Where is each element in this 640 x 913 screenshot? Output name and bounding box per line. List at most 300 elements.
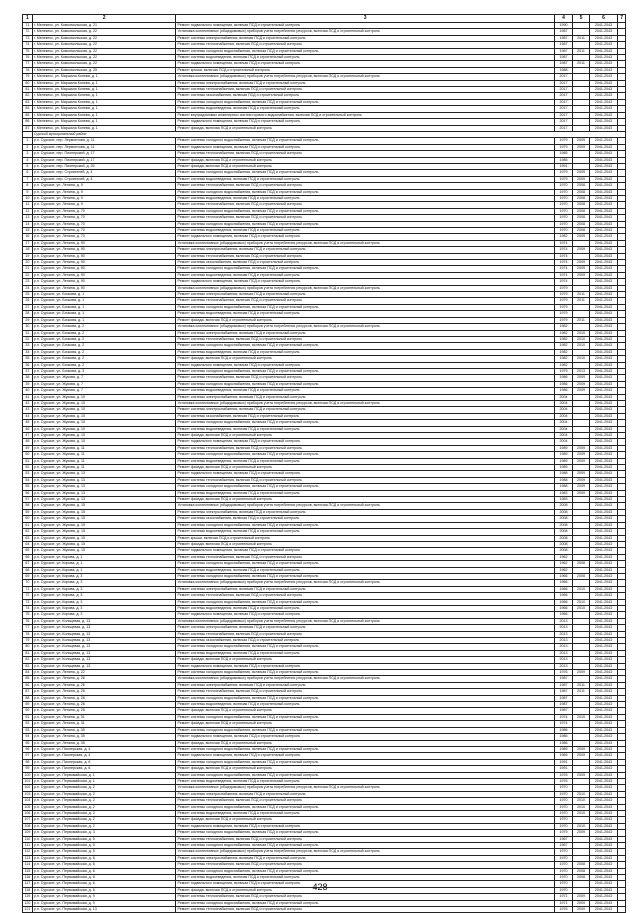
row-number-cell: 55	[23, 484, 33, 490]
year-built-cell: 2008	[554, 529, 573, 535]
address-cell: р.п. Сурское, ул. Бочкова, д. 2	[32, 324, 176, 330]
work-type-cell: Ремонт подвального помещения, включая ПСД и строительный контроль	[176, 753, 554, 759]
row-number-cell: 22	[23, 272, 33, 278]
address-cell: р.п. Сурское, ул. Кольцевая, д. 13	[32, 625, 176, 631]
year-built-cell: 1970	[554, 804, 573, 810]
address-cell: р.п. Сурское, ул. Первомайская, д. 2	[32, 817, 176, 823]
planned-period-cell: 2041-2043	[589, 862, 618, 868]
year-built-cell: 1991	[554, 163, 573, 169]
year-built-cell: 1971	[554, 894, 573, 900]
work-type-cell: Ремонт системы водоотведения, включая ПСД и строительный контроль	[176, 567, 554, 573]
address-cell: р.п. Сурское, ул. Кольцевая, д. 13	[32, 644, 176, 650]
last-repair-cell: 2010	[573, 791, 589, 797]
address-cell: р.п. Сурское, ул. Первомайская, д. 2	[32, 798, 176, 804]
last-repair-cell: 2009	[573, 388, 589, 394]
address-cell: р.п. Сурское, ул. Кирова, д. 3	[32, 586, 176, 592]
planned-period-cell: 2041-2043	[589, 612, 618, 618]
document-sheet	[22, 14, 626, 913]
address-cell: р.п. Сурское, ул. Пионерская, д. 4	[32, 753, 176, 759]
work-type-cell: Ремонт системы холодного водоснабжения, включая ПСД и строительный контроль	[176, 189, 554, 195]
work-type-cell: Ремонт системы газоснабжения, включая ПСД и строительный контроль	[176, 413, 554, 419]
row-number-cell: 110	[23, 836, 33, 842]
column-header: 7	[618, 15, 626, 23]
address-cell: р.п. Сурское, ул. Бочкова, д. 1	[32, 311, 176, 317]
year-built-cell: 1967	[554, 836, 573, 842]
year-built-cell: 1983	[554, 490, 573, 496]
planned-period-cell: 2041-2043	[589, 734, 618, 740]
row-number-cell: 14	[23, 221, 33, 227]
address-cell: р.п. Сурское, ул. Первомайская, д. 2	[32, 804, 176, 810]
row-number-cell: 26	[23, 298, 33, 304]
address-cell: р.п. Сурское, ул. Бочкова, д. 1	[32, 298, 176, 304]
last-repair-cell: 2011	[573, 689, 589, 695]
year-built-cell: 1966	[554, 593, 573, 599]
address-cell: г. Мелекесс, ул. Маршала Конева, д. 1	[32, 74, 176, 80]
row-number-cell: 12	[23, 208, 33, 214]
address-cell: р.п. Сурское, ул. Кирова, д. 3	[32, 605, 176, 611]
work-type-cell: Ремонт системы водоотведения, включая ПСД и строительный контроль	[176, 426, 554, 432]
work-type-cell: Ремонт системы холодного водоснабжения, включая ПСД и строительный контроль	[176, 644, 554, 650]
address-cell: р.п. Сурское, ул. Кольцевая, д. 13	[32, 650, 176, 656]
table-row	[23, 907, 626, 913]
row-number-cell: 24	[23, 285, 33, 291]
address-cell: р.п. Сурское, пер. Строителей, д. 4	[32, 176, 176, 182]
row-number-cell: 63	[23, 535, 33, 541]
row-number-cell: 2	[23, 144, 33, 150]
year-built-cell: 1979	[554, 292, 573, 298]
year-built-cell: 1966	[554, 612, 573, 618]
work-type-cell: Ремонт фасада, включая ПСД и строительный контроль	[176, 157, 554, 163]
row-number-cell: 39	[23, 381, 33, 387]
row-number-cell: 83	[23, 663, 33, 669]
year-built-cell: 1987	[554, 689, 573, 695]
row-number-cell: 32	[23, 336, 33, 342]
work-type-cell: Ремонт подвального помещения, включая ПСД и строительный контроль	[176, 234, 554, 240]
row-number-cell: 8	[23, 183, 33, 189]
work-type-cell: Ремонт системы холодного водоснабжения, включая ПСД и строительный контроль	[176, 772, 554, 778]
address-cell: р.п. Сурское, ул. Первомайская, д. 1	[32, 772, 176, 778]
address-cell: р.п. Сурское, ул. Кирова, д. 1	[32, 561, 176, 567]
work-type-cell: Ремонт системы холодного водоснабжения, включая ПСД и строительный контроль	[176, 868, 554, 874]
address-cell: р.п. Сурское, ул. Жукова, д. 10	[32, 433, 176, 439]
planned-period-cell: 2041-2043	[589, 445, 618, 451]
address-cell: г. Мелекесс, ул. Комсомольская, д. 22	[32, 48, 176, 54]
row-number-cell: 16	[23, 234, 33, 240]
planned-period-cell: 2041-2043	[589, 144, 618, 150]
work-type-cell: Ремонт системы теплоснабжения, включая ПСД и строительный контроль	[176, 689, 554, 695]
address-cell: р.п. Сурское, ул. Кольцевая, д. 13	[32, 618, 176, 624]
year-built-cell: 1966	[554, 599, 573, 605]
year-built-cell: 2013	[554, 663, 573, 669]
work-type-cell: Ремонт системы теплоснабжения, включая ПСД и строительный контроль	[176, 907, 554, 913]
last-repair-cell: 2009	[573, 260, 589, 266]
year-built-cell: 2013	[554, 650, 573, 656]
year-built-cell: 1988	[554, 471, 573, 477]
work-type-cell: Ремонт системы водоотведения, включая ПСД и строительный контроль	[176, 176, 554, 182]
last-repair-cell: 2008	[573, 561, 589, 567]
last-repair-cell: 2008	[573, 215, 589, 221]
work-type-cell: Ремонт системы водоотведения, включая ПСД и строительный контроль	[176, 650, 554, 656]
planned-period-cell: 2041-2043	[589, 817, 618, 823]
row-number-cell: 91	[23, 714, 33, 720]
work-type-cell: Ремонт системы холодного водоснабжения, включая ПСД и строительный контроль	[176, 343, 554, 349]
work-type-cell: Ремонт системы газоснабжения, включая ПСД и строительный контроль	[176, 638, 554, 644]
year-built-cell: 1989	[554, 458, 573, 464]
work-type-cell: Установка коллективных (общедомовых) приборов учета потребления ресурсов, включая ПСД и строительный контроль	[176, 849, 554, 855]
last-repair-cell: 2009	[573, 266, 589, 272]
planned-period-cell: 2041-2043	[589, 580, 618, 586]
work-type-cell: Ремонт системы холодного водоснабжения, включая ПСД и строительный контроль	[176, 599, 554, 605]
year-built-cell: 1983	[554, 497, 573, 503]
year-built-cell: 1987	[554, 708, 573, 714]
row-number-cell: 73	[23, 35, 33, 41]
row-number-cell: 11	[23, 202, 33, 208]
row-number-cell: 20	[23, 260, 33, 266]
row-number-cell: 102	[24, 785, 31, 790]
year-built-cell: 1974	[554, 266, 573, 272]
table-header-row	[23, 15, 626, 23]
work-type-cell: Ремонт подвального помещения, включая ПСД и строительный контроль	[176, 61, 554, 67]
year-built-cell: 2004	[554, 394, 573, 400]
address-cell: г. Мелекесс, ул. Комсомольская, д. 25	[32, 67, 176, 73]
year-built-cell: 1970	[554, 228, 573, 234]
year-built-cell: 1988	[554, 67, 573, 73]
year-built-cell: 1970	[554, 202, 573, 208]
row-number-cell: 17	[23, 240, 33, 246]
address-cell: р.п. Сурское, ул. Первомайская, д. 2	[32, 810, 176, 816]
planned-period-cell: 2041-2043	[589, 849, 618, 855]
work-type-cell: Ремонт системы водоотведения, включая ПСД и строительный контроль	[176, 106, 554, 112]
row-number-cell: 48	[23, 439, 33, 445]
work-type-cell: Ремонт системы холодного водоснабжения, включая ПСД и строительный контроль	[176, 304, 554, 310]
year-built-cell: 1970	[554, 887, 573, 893]
address-cell: р.п. Сурское, ул. Первомайская, д. 6	[32, 868, 176, 874]
planned-period-cell: 2041-2043	[589, 573, 618, 579]
address-cell: р.п. Сурское, ул. Ленина, д. 90	[32, 240, 176, 246]
work-type-cell: Ремонт подвального помещения, включая ПСД и строительный контроль	[176, 823, 554, 829]
year-built-cell: 2017	[554, 99, 573, 105]
address-cell: г. Мелекесс, ул. Маршала Конева, д. 1	[32, 119, 176, 125]
year-built-cell: 2004	[554, 426, 573, 432]
address-cell: р.п. Сурское, ул. Ленина, д. 90	[32, 260, 176, 266]
row-number-cell: 13	[23, 215, 33, 221]
row-number-cell: 72	[23, 593, 33, 599]
row-number-cell: 85	[23, 112, 33, 118]
work-type-cell: Ремонт подвального помещения, включая ПСД и строительный контроль	[176, 471, 554, 477]
address-cell: р.п. Сурское, ул. Ленина, д. 26	[32, 708, 176, 714]
year-built-cell: 1974	[554, 721, 573, 727]
row-number-cell: 69	[23, 573, 33, 579]
work-type-cell: Ремонт фасада, включая ПСД и строительный контроль	[176, 356, 554, 362]
row-number-cell: 82	[23, 93, 33, 99]
year-built-cell: 1987	[554, 676, 573, 682]
planned-period-cell: 2041-2043	[589, 836, 618, 842]
year-built-cell: 1970	[554, 791, 573, 797]
work-type-cell: Ремонт подвального помещения, включая ПСД и строительный контроль	[176, 362, 554, 368]
year-built-cell: 1989	[554, 445, 573, 451]
planned-period-cell: 2041-2043	[589, 381, 618, 387]
year-built-cell: 1974	[554, 260, 573, 266]
work-type-cell: Ремонт крыши, включая ПСД и строительный контроль	[176, 67, 554, 73]
address-cell: р.п. Сурское, ул. Ленина, д. 9	[32, 183, 176, 189]
planned-period-cell: 2041-2043	[589, 99, 618, 105]
year-built-cell: 1982	[554, 330, 573, 336]
address-cell: р.п. Сурское, ул. Первомайская, д. 9	[32, 894, 176, 900]
address-cell: р.п. Сурское, пер. Пионерский, д. 17	[32, 157, 176, 163]
work-type-cell: Установка коллективных (общедомовых) приборов учета потребления ресурсов, включая ПСД и строительный контроль	[176, 285, 554, 291]
last-repair-cell: 2010	[573, 336, 589, 342]
work-type-cell: Ремонт системы холодного водоснабжения, включая ПСД и строительный контроль	[176, 99, 554, 105]
planned-period-cell: 2041-2043	[589, 516, 618, 522]
work-type-cell: Ремонт системы электроснабжения, включая ПСД и строительный контроль	[176, 35, 554, 41]
planned-period-cell: 2041-2043	[589, 778, 618, 784]
row-number-cell: 36	[23, 362, 33, 368]
row-number-cell: 27	[23, 304, 33, 310]
address-cell: г. Мелекесс, ул. Маршала Конева, д. 1	[32, 106, 176, 112]
planned-period-cell: 2041-2043	[589, 772, 618, 778]
year-built-cell: 1987	[554, 48, 573, 54]
work-type-cell: Ремонт системы теплоснабжения, включая ПСД и строительный контроль	[176, 215, 554, 221]
row-number-cell: 34	[23, 349, 33, 355]
last-repair-cell: 2009	[573, 452, 589, 458]
planned-period-cell: 2041-2043	[589, 586, 618, 592]
row-number-cell: 37	[23, 368, 33, 374]
planned-period-cell: 2041-2043	[589, 689, 618, 695]
planned-period-cell: 2041-2043	[589, 221, 618, 227]
work-type-cell: Ремонт системы теплоснабжения, включая ПСД и строительный контроль	[176, 593, 554, 599]
row-number-cell: 1	[23, 138, 33, 144]
work-type-cell: Установка коллективных (общедомовых) приборов учета потребления ресурсов, включая ПСД и строительный контроль	[176, 618, 554, 624]
last-repair-cell: 2008	[573, 875, 589, 881]
planned-period-cell: 2041-2043	[589, 247, 618, 253]
row-number-cell: 59	[23, 509, 33, 515]
last-repair-cell: 2011	[573, 48, 589, 54]
work-type-cell: Ремонт подвального помещения, включая ПСД и строительный контроль	[176, 279, 554, 285]
work-type-cell: Ремонт системы теплоснабжения, включая ПСД и строительный контроль	[176, 631, 554, 637]
year-built-cell: 1971	[554, 900, 573, 906]
planned-period-cell: 2041-2043	[589, 657, 618, 663]
work-type-cell: Ремонт системы водоотведения, включая ПСД и строительный контроль	[176, 349, 554, 355]
row-number-cell: 79	[23, 638, 33, 644]
planned-period-cell: 2041-2043	[589, 439, 618, 445]
column-header: 4	[554, 15, 573, 23]
year-built-cell: 1986	[554, 375, 573, 381]
work-type-cell: Ремонт системы водоотведения, включая ПСД и строительный контроль	[176, 195, 554, 201]
address-cell: р.п. Сурское, ул. Жукова, д. 11	[32, 465, 176, 471]
planned-period-cell: 2041-2043	[589, 394, 618, 400]
year-built-cell: 2013	[554, 657, 573, 663]
address-cell: р.п. Сурское, ул. Жукова, д. 10	[32, 426, 176, 432]
planned-period-cell: 2041-2043	[589, 650, 618, 656]
work-type-cell: Ремонт системы газоснабжения, включая ПСД и строительный контроль	[176, 260, 554, 266]
address-cell: р.п. Сурское, ул. Жукова, д. 10	[32, 439, 176, 445]
row-number-cell: 25	[23, 292, 33, 298]
row-number-cell: 78	[23, 67, 33, 73]
planned-period-cell: 2041-2043	[589, 791, 618, 797]
work-type-cell: Ремонт системы холодного водоснабжения, включая ПСД и строительный контроль	[176, 670, 554, 676]
year-built-cell: 1976	[554, 670, 573, 676]
planned-period-cell: 2041-2043	[589, 561, 618, 567]
row-number-cell: 62	[23, 529, 33, 535]
last-repair-cell: 2011	[573, 292, 589, 298]
work-type-cell: Ремонт системы водоотведения, включая ПСД и строительный контроль	[176, 228, 554, 234]
planned-period-cell: 2041-2043	[589, 907, 618, 913]
address-cell: р.п. Сурское, пер. Пионерский, д. 17	[32, 151, 176, 157]
last-repair-cell: 2009	[573, 138, 589, 144]
address-cell: р.п. Сурское, ул. Ленина, д. 35	[32, 740, 176, 746]
work-type-cell: Установка коллективных (общедомовых) приборов учета потребления ресурсов, включая ПСД и строительный контроль	[176, 240, 554, 246]
last-repair-cell: 2009	[573, 772, 589, 778]
work-type-cell: Ремонт фасада, включая ПСД и строительный контроль	[176, 497, 554, 503]
planned-period-cell: 2041-2043	[589, 721, 618, 727]
address-cell: р.п. Сурское, ул. Ленина, д. 90	[32, 285, 176, 291]
row-number-cell: 103	[24, 791, 31, 796]
planned-period-cell: 2041-2043	[589, 93, 618, 99]
year-built-cell: 2017	[554, 74, 573, 80]
row-number-cell: 71	[23, 23, 33, 29]
address-cell: г. Мелекесс, ул. Маршала Конева, д. 1	[32, 99, 176, 105]
address-cell: р.п. Сурское, ул. Жукова, д. 15	[32, 541, 176, 547]
row-number-cell: 81	[23, 650, 33, 656]
planned-period-cell: 2041-2043	[589, 875, 618, 881]
address-cell: р.п. Сурское, ул. Первомайская, д. 6	[32, 862, 176, 868]
work-type-cell: Ремонт системы холодного водоснабжения, включая ПСД и строительный контроль	[176, 48, 554, 54]
year-built-cell: 1970	[554, 183, 573, 189]
last-repair-cell: 2008	[573, 862, 589, 868]
planned-period-cell: 2041-2043	[589, 426, 618, 432]
row-number-cell: 75	[23, 612, 33, 618]
row-number-cell: 94	[23, 734, 33, 740]
row-number-cell: 73	[23, 599, 33, 605]
year-built-cell: 2013	[554, 625, 573, 631]
address-cell: р.п. Сурское, ул. Жукова, д. 10	[32, 413, 176, 419]
address-cell: р.п. Сурское, ул. Ленина, д. 9	[32, 202, 176, 208]
year-built-cell: 1979	[554, 311, 573, 317]
address-cell: р.п. Сурское, ул. Ленина, д. 70	[32, 228, 176, 234]
year-built-cell: 1982	[554, 356, 573, 362]
year-built-cell: 1982	[554, 234, 573, 240]
planned-period-cell: 2041-2043	[589, 631, 618, 637]
work-type-cell: Ремонт крыши, включая ПСД и строительный контроль	[176, 535, 554, 541]
row-number-cell: 75	[23, 48, 33, 54]
row-number-cell: 10	[23, 195, 33, 201]
work-type-cell: Ремонт системы электроснабжения, включая ПСД и строительный контроль	[176, 292, 554, 298]
row-number-cell: 41	[23, 394, 33, 400]
address-cell: р.п. Сурское, ул. Ленина, д. 70	[32, 208, 176, 214]
year-built-cell: 2013	[554, 631, 573, 637]
address-cell: г. Мелекесс, ул. Комсомольская, д. 22	[32, 42, 176, 48]
row-number-cell: 56	[23, 490, 33, 496]
planned-period-cell: 2041-2043	[589, 400, 618, 406]
year-built-cell: 1976	[554, 907, 573, 913]
planned-period-cell: 2041-2043	[589, 74, 618, 80]
planned-period-cell: 2041-2043	[589, 894, 618, 900]
address-cell: р.п. Сурское, ул. Пионерская, д. 4	[32, 746, 176, 752]
address-cell: р.п. Сурское, ул. Первомайская, д. 5	[32, 836, 176, 842]
address-cell: р.п. Сурское, ул. Жукова, д. 13	[32, 497, 176, 503]
work-type-cell: Установка коллективных (общедомовых) приборов учета потребления ресурсов, включая ПСД и строительный контроль	[176, 74, 554, 80]
planned-period-cell: 2041-2043	[589, 900, 618, 906]
row-number-cell: 74	[23, 42, 33, 48]
year-built-cell: 1979	[554, 138, 573, 144]
work-type-cell: Ремонт фасада, включая ПСД и строительный контроль	[176, 317, 554, 323]
planned-period-cell: 2041-2043	[589, 702, 618, 708]
year-built-cell: 1974	[554, 247, 573, 253]
row-number-cell: 76	[23, 55, 33, 61]
last-repair-cell: 2011	[573, 35, 589, 41]
district-subheading: Сурский муниципальный район	[32, 131, 625, 137]
last-repair-cell: 2010	[573, 356, 589, 362]
address-cell: р.п. Сурское, ул. Бочкова, д. 2	[32, 362, 176, 368]
row-number-cell: 15	[23, 228, 33, 234]
address-cell: р.п. Сурское, ул. Ленина, д. 9	[32, 195, 176, 201]
year-built-cell: 1986	[554, 727, 573, 733]
row-number-cell: 57	[23, 497, 33, 503]
planned-period-cell: 2041-2043	[589, 830, 618, 836]
work-type-cell: Ремонт системы электроснабжения, включая ПСД и строительный контроль	[176, 407, 554, 413]
address-cell: г. Мелекесс, ул. Маршала Конева, д. 1	[32, 87, 176, 93]
planned-period-cell: 2041-2043	[589, 336, 618, 342]
address-cell: р.п. Сурское, ул. Жукова, д. 10	[32, 394, 176, 400]
last-repair-cell: 2009	[573, 247, 589, 253]
planned-period-cell: 2041-2043	[589, 618, 618, 624]
year-built-cell: 2004	[554, 413, 573, 419]
work-type-cell: Установка коллективных (общедомовых) приборов учета потребления ресурсов, включая ПСД и строительный контроль	[176, 29, 554, 35]
address-cell: р.п. Сурское, ул. Бочкова, д. 2	[32, 336, 176, 342]
work-type-cell: Ремонт системы теплоснабжения, включая ПСД и строительный контроль	[176, 298, 554, 304]
year-built-cell: 2017	[554, 112, 573, 118]
year-built-cell: 1990	[554, 23, 573, 29]
address-cell: р.п. Сурское, ул. Первомайская, д. 2	[32, 823, 176, 829]
work-type-cell: Ремонт системы теплоснабжения, включая ПСД и строительный контроль	[176, 336, 554, 342]
planned-period-cell: 2041-2043	[589, 766, 618, 772]
address-cell: р.п. Сурское, ул. Ленина, д. 90	[32, 247, 176, 253]
year-built-cell: 1966	[554, 580, 573, 586]
row-number-cell: 90	[23, 708, 33, 714]
last-repair-cell: 2008	[573, 189, 589, 195]
year-built-cell: 1967	[554, 843, 573, 849]
last-repair-cell: 2010	[573, 343, 589, 349]
year-built-cell: 1962	[554, 561, 573, 567]
address-cell: р.п. Сурское, ул. Кольцевая, д. 13	[32, 638, 176, 644]
year-built-cell: 1970	[554, 875, 573, 881]
planned-period-cell: 2041-2043	[589, 887, 618, 893]
work-type-cell: Ремонт подвального помещения, включая ПСД и строительный контроль	[176, 881, 554, 887]
work-type-cell: Установка коллективных (общедомовых) приборов учета потребления ресурсов, включая ПСД и строительный контроль	[176, 785, 554, 791]
planned-period-cell: 2041-2043	[589, 189, 618, 195]
column-header: 2	[32, 15, 176, 23]
row-number-cell: 52	[23, 465, 33, 471]
row-number-cell: 68	[23, 567, 33, 573]
planned-period-cell: 2041-2043	[589, 855, 618, 861]
last-repair-cell: 2010	[573, 599, 589, 605]
planned-period-cell: 2041-2043	[589, 599, 618, 605]
planned-period-cell: 2041-2043	[589, 228, 618, 234]
work-type-cell: Ремонт системы холодного водоснабжения, включая ПСД и строительный контроль	[176, 208, 554, 214]
work-type-cell: Ремонт фасада, включая ПСД и строительный контроль	[176, 887, 554, 893]
year-built-cell: 2013	[554, 638, 573, 644]
work-type-cell: Ремонт системы электроснабжения, включая ПСД и строительный контроль	[176, 80, 554, 86]
planned-period-cell: 2041-2043	[589, 349, 618, 355]
planned-period-cell: 2041-2043	[589, 106, 618, 112]
row-number-cell: 9	[23, 189, 33, 195]
planned-period-cell: 2041-2043	[589, 644, 618, 650]
year-built-cell: 2004	[554, 439, 573, 445]
planned-period-cell: 2041-2043	[589, 343, 618, 349]
address-cell: р.п. Сурское, ул. Жукова, д. 13	[32, 484, 176, 490]
row-number-cell: 81	[23, 87, 33, 93]
last-repair-cell: 2009	[573, 234, 589, 240]
